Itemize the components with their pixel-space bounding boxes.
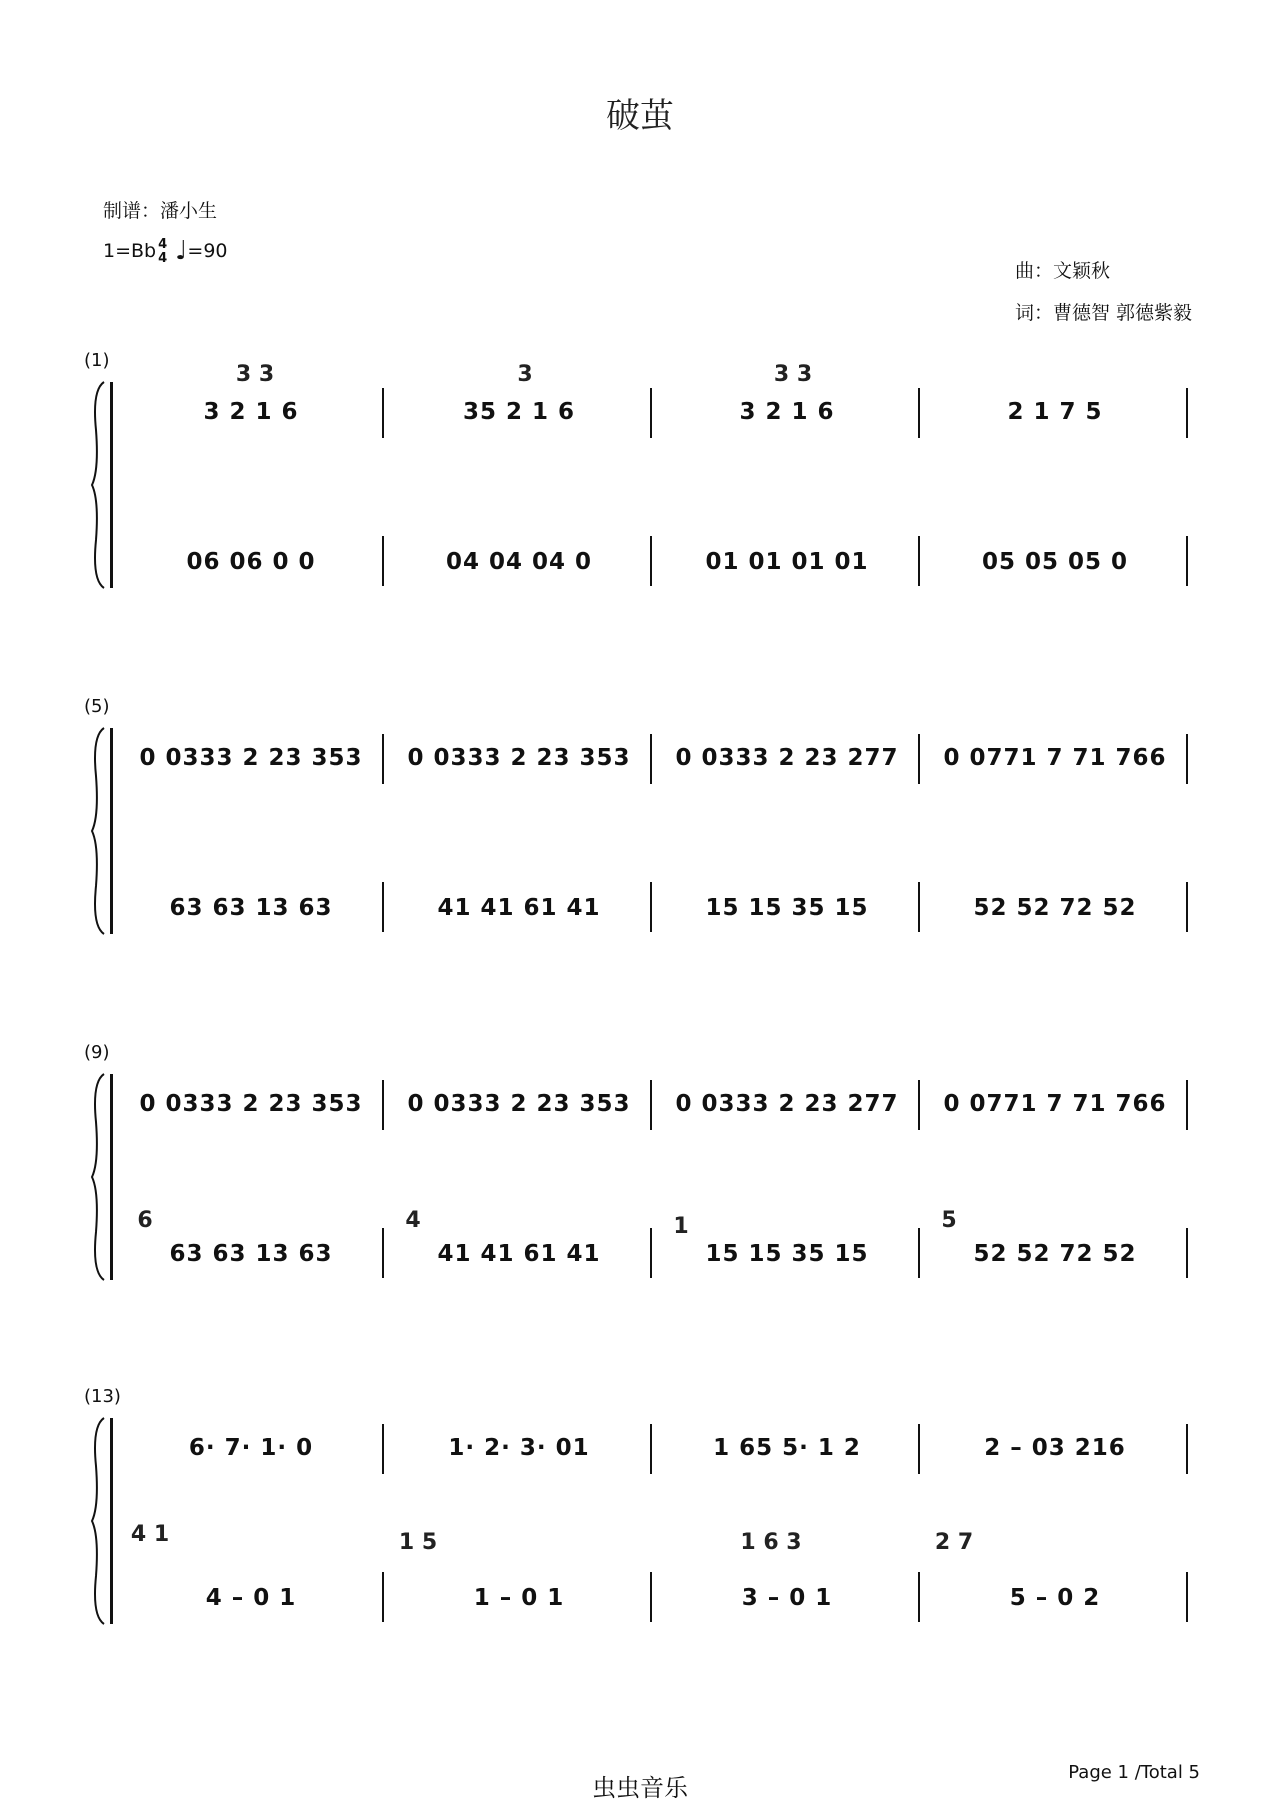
barline xyxy=(650,388,652,438)
system-line xyxy=(110,728,113,934)
barline xyxy=(1186,1080,1188,1130)
barline xyxy=(382,1080,384,1130)
key-signature: 1=Bb xyxy=(103,240,157,262)
score-system-9 xyxy=(0,1042,1280,1282)
left-hand-measure: 06 06 0 0 xyxy=(186,549,316,575)
barline xyxy=(382,1424,384,1474)
left-hand-measure: 41 41 61 41 xyxy=(437,895,601,921)
right-hand-measure: 3 2 1 6 xyxy=(739,399,835,425)
right-hand-measure: 2 1 7 5 xyxy=(1007,399,1103,425)
barline xyxy=(1186,882,1188,932)
left-hand-measure: 15 15 35 15 xyxy=(705,1241,869,1267)
tempo-value: =90 xyxy=(187,240,228,262)
left-hand-measure: 3 – 0 1 xyxy=(741,1585,833,1611)
barline xyxy=(1186,536,1188,586)
left-hand-measure: 5 – 0 2 xyxy=(1009,1585,1101,1611)
system-number: (13) xyxy=(84,1386,121,1407)
lyricist-label: 词：曹德智 郭德紫毅 xyxy=(1015,302,1193,324)
left-hand-measure: 15 15 35 15 xyxy=(705,895,869,921)
brace-icon xyxy=(90,1072,108,1282)
key-tempo-line xyxy=(103,236,228,266)
score-system-13 xyxy=(0,1386,1280,1626)
barline xyxy=(650,734,652,784)
brace-icon xyxy=(90,726,108,936)
upper-chord: 6 xyxy=(137,1207,153,1233)
right-hand-measure: 0 0333 2 23 277 xyxy=(675,745,899,771)
left-hand-measure: 1 – 0 1 xyxy=(473,1585,565,1611)
barline xyxy=(1186,1572,1188,1622)
right-hand-measure: 0 0771 7 71 766 xyxy=(943,745,1167,771)
system-line xyxy=(110,1074,113,1280)
barline xyxy=(382,536,384,586)
barline xyxy=(918,734,920,784)
left-hand-measure: 52 52 72 52 xyxy=(973,895,1137,921)
time-signature: 4 4 xyxy=(158,236,168,266)
right-hand-measure: 0 0333 2 23 277 xyxy=(675,1091,899,1117)
barline xyxy=(918,1080,920,1130)
right-hand-measure: 3 2 1 6 xyxy=(203,399,299,425)
system-line xyxy=(110,382,113,588)
right-hand-measure: 2 – 03 216 xyxy=(984,1435,1126,1461)
right-hand-measure: 1 65 5· 1 2 xyxy=(713,1435,861,1461)
system-line xyxy=(110,1418,113,1624)
upper-chord: 5 xyxy=(941,1207,957,1233)
footer-brand: 虫虫音乐 xyxy=(592,1774,688,1802)
barline xyxy=(650,1228,652,1278)
upper-chord: 4 1 xyxy=(130,1521,170,1547)
barline xyxy=(1186,1228,1188,1278)
barline xyxy=(650,1572,652,1622)
upper-chord: 2 7 xyxy=(934,1529,974,1555)
right-hand-measure: 6· 7· 1· 0 xyxy=(188,1435,314,1461)
page-number: Page 1 /Total 5 xyxy=(1068,1762,1200,1783)
quarter-note-icon: ♩ xyxy=(175,236,188,266)
upper-chord: 1 xyxy=(673,1213,689,1239)
right-hand-measure: 1· 2· 3· 01 xyxy=(448,1435,590,1461)
barline xyxy=(918,1424,920,1474)
barline xyxy=(1186,1424,1188,1474)
right-hand-measure: 0 0333 2 23 353 xyxy=(139,1091,363,1117)
brace-icon xyxy=(90,380,108,590)
barline xyxy=(382,734,384,784)
barline xyxy=(1186,734,1188,784)
right-hand-measure: 0 0333 2 23 353 xyxy=(407,745,631,771)
left-hand-measure: 63 63 13 63 xyxy=(169,1241,333,1267)
left-hand-measure: 04 04 04 0 xyxy=(445,549,593,575)
barline xyxy=(650,882,652,932)
barline xyxy=(918,536,920,586)
system-number: (5) xyxy=(84,696,110,717)
upper-chord: 4 xyxy=(405,1207,421,1233)
score-system-5 xyxy=(0,696,1280,936)
barline xyxy=(382,388,384,438)
page-title: 破茧 xyxy=(606,96,674,136)
arranger-label: 制谱：潘小生 xyxy=(103,200,218,222)
left-hand-measure: 01 01 01 01 xyxy=(705,549,869,575)
system-number: (9) xyxy=(84,1042,110,1063)
barline xyxy=(1186,388,1188,438)
barline xyxy=(650,536,652,586)
brace-icon xyxy=(90,1416,108,1626)
system-number: (1) xyxy=(84,350,110,371)
upper-chord: 1 6 3 xyxy=(740,1529,802,1555)
right-hand-measure: 0 0333 2 23 353 xyxy=(407,1091,631,1117)
right-hand-measure: 0 0333 2 23 353 xyxy=(139,745,363,771)
barline xyxy=(918,1228,920,1278)
upper-chord: 1 5 xyxy=(398,1529,438,1555)
upper-chord: 3 3 xyxy=(235,361,275,387)
left-hand-measure: 41 41 61 41 xyxy=(437,1241,601,1267)
barline xyxy=(382,1572,384,1622)
left-hand-measure: 05 05 05 0 xyxy=(981,549,1129,575)
left-hand-measure: 4 – 0 1 xyxy=(205,1585,297,1611)
right-hand-measure: 35 2 1 6 xyxy=(462,399,576,425)
barline xyxy=(382,882,384,932)
score-system-1 xyxy=(0,350,1280,590)
barline xyxy=(918,882,920,932)
left-hand-measure: 63 63 13 63 xyxy=(169,895,333,921)
left-hand-measure: 52 52 72 52 xyxy=(973,1241,1137,1267)
barline xyxy=(650,1080,652,1130)
barline xyxy=(650,1424,652,1474)
upper-chord: 3 3 xyxy=(773,361,813,387)
right-hand-measure: 0 0771 7 71 766 xyxy=(943,1091,1167,1117)
barline xyxy=(918,1572,920,1622)
upper-chord: 3 xyxy=(517,361,533,387)
barline xyxy=(918,388,920,438)
barline xyxy=(382,1228,384,1278)
composer-label: 曲：文颖秋 xyxy=(1015,260,1111,282)
